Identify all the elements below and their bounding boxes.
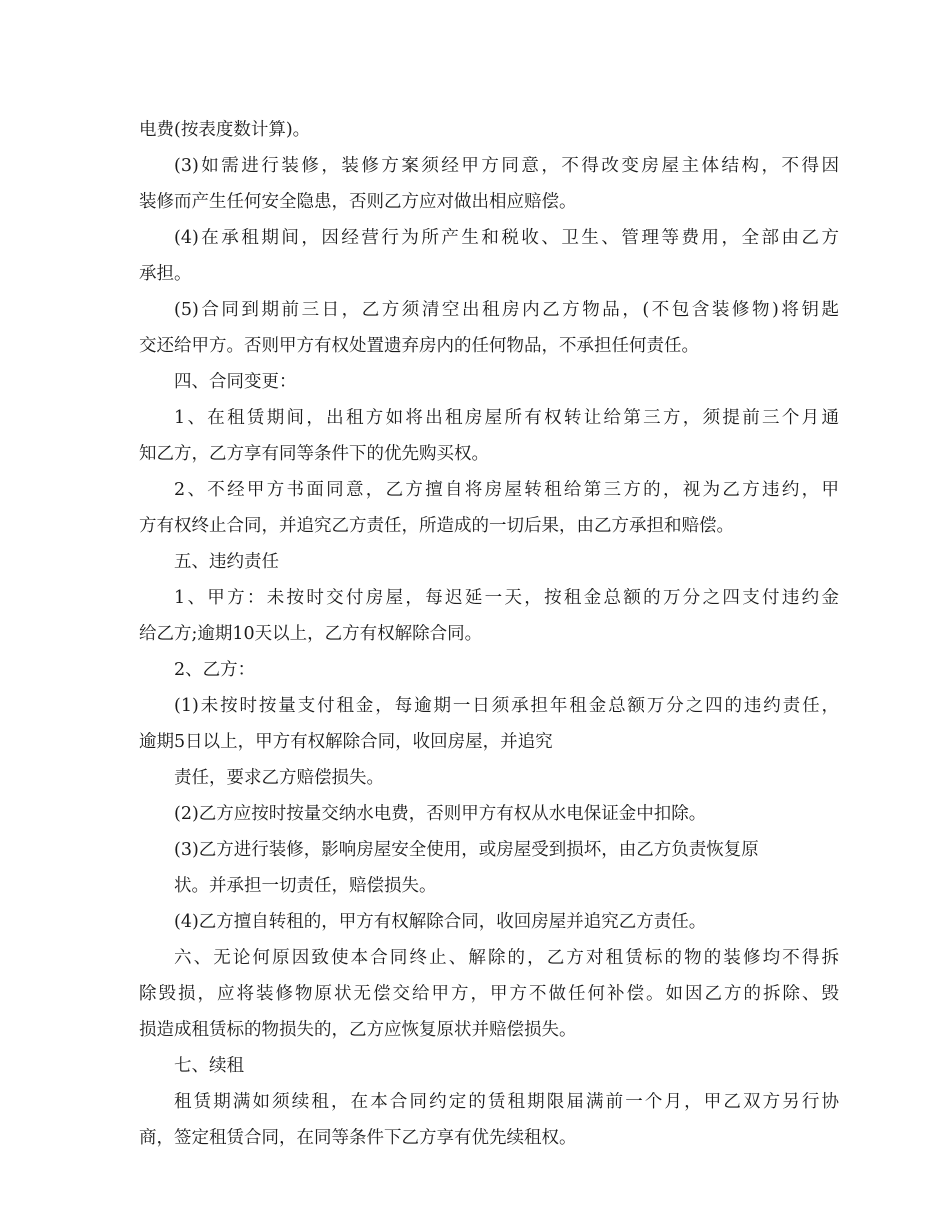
- text-line: 除毁损，应将装修物原状无偿交给甲方，甲方不做任何补偿。如因乙方的拆除、毁: [139, 984, 839, 1004]
- section-heading: 五、违约责任: [174, 552, 279, 572]
- text-line: 装修而产生任何安全隐患，否则乙方应对做出相应赔偿。: [139, 192, 577, 212]
- text-line: 责任，要求乙方赔偿损失。: [174, 768, 384, 788]
- text-line: (4)在承租期间，因经营行为所产生和税收、卫生、管理等费用，全部由乙方: [174, 228, 839, 248]
- text-line: 六、无论何原因致使本合同终止、解除的，乙方对租赁标的物的装修均不得拆: [174, 948, 839, 968]
- text-line: 交还给甲方。否则甲方有权处置遗弃房内的任何物品，不承担任何责任。: [139, 336, 699, 356]
- text-line: (3)如需进行装修，装修方案须经甲方同意，不得改变房屋主体结构，不得因: [174, 156, 839, 176]
- text-line: (5)合同到期前三日，乙方须清空出租房内乙方物品，(不包含装修物)将钥匙: [174, 300, 839, 320]
- section-heading: 七、续租: [174, 1056, 244, 1076]
- text-line: 1、甲方：未按时交付房屋，每迟延一天，按租金总额的万分之四支付违约金: [174, 588, 839, 608]
- text-line: (1)未按时按量支付租金，每逾期一日须承担年租金总额万分之四的违约责任，: [174, 696, 839, 716]
- text-line: 状。并承担一切责任，赔偿损失。: [174, 876, 437, 896]
- text-line: 承担。: [139, 264, 192, 284]
- text-line: 损造成租赁标的物损失的，乙方应恢复原状并赔偿损失。: [139, 1020, 577, 1040]
- text-line: 逾期5日以上，甲方有权解除合同，收回房屋，并追究: [139, 732, 553, 752]
- text-line: 2、不经甲方书面同意，乙方擅自将房屋转租给第三方的，视为乙方违约，甲: [174, 480, 839, 500]
- text-line: 方有权终止合同，并追究乙方责任，所造成的一切后果，由乙方承担和赔偿。: [139, 516, 734, 536]
- text-line: 知乙方，乙方享有同等条件下的优先购买权。: [139, 444, 489, 464]
- text-line: (3)乙方进行装修，影响房屋安全使用，或房屋受到损坏，由乙方负责恢复原: [174, 840, 759, 860]
- text-line: (4)乙方擅自转租的，甲方有权解除合同，收回房屋并追究乙方责任。: [174, 912, 707, 932]
- contract-body: [139, 112, 839, 1156]
- text-line: 电费(按表度数计算)。: [139, 120, 311, 140]
- text-line: 2、乙方：: [174, 660, 256, 680]
- text-line: 1、在租赁期间，出租方如将出租房屋所有权转让给第三方，须提前三个月通: [174, 408, 839, 428]
- section-heading: 四、合同变更：: [174, 372, 297, 392]
- text-line: 商，签定租赁合同，在同等条件下乙方享有优先续租权。: [139, 1128, 577, 1148]
- text-line: 给乙方;逾期10天以上，乙方有权解除合同。: [139, 624, 483, 644]
- text-line: (2)乙方应按时按量交纳水电费，否则甲方有权从水电保证金中扣除。: [174, 804, 707, 824]
- text-line: 租赁期满如须续租，在本合同约定的赁租期限届满前一个月，甲乙双方另行协: [174, 1092, 839, 1112]
